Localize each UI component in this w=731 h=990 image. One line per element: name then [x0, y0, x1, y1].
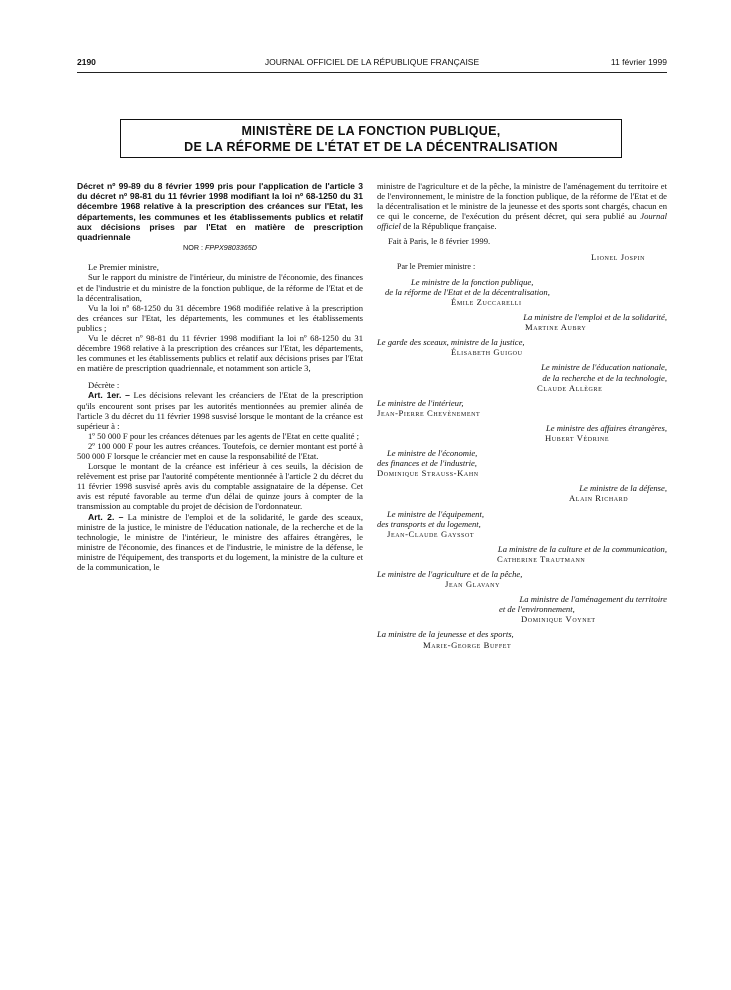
fait-a-paris: Fait à Paris, le 8 février 1999. — [388, 236, 491, 247]
page-header — [77, 57, 667, 69]
article-2-continuation: ministre de l'agriculture et de la pêche, la ministre de l'aménagement du territoire et de l'environnement, le ministre de la fonction publique, de la réforme de l'Etat et de la décentralisation et le ministre de la jeunesse et des sports sont chargés, chacun en ce qui le concerne, de l'exécution du présent décret, qui sera publié au Journal officiel de la République française. — [377, 181, 667, 232]
signatory-title: des transports et du logement, — [377, 518, 481, 529]
nor-label: NOR : — [183, 243, 203, 253]
par-le-premier-ministre: Par le Premier ministre : — [397, 261, 476, 271]
left-column — [77, 181, 363, 572]
signatory-name: Claude Allègre — [537, 382, 603, 393]
ministry-heading-line-2: DE LA RÉFORME DE L'ÉTAT ET DE LA DÉCENTRALISATION — [184, 140, 558, 154]
signatory-name: Émile Zuccarelli — [451, 296, 522, 307]
signature-premier-ministre: Lionel Jospin — [591, 251, 645, 262]
article-1-item-2: 2º 100 000 F pour les autres créances. Toutefois, ce dernier montant est porté à 500 000 F lorsque le créancier met en cause la responsabilité de l'Etat. — [77, 440, 363, 461]
signatory-name: Jean-Claude Gayssot — [387, 528, 475, 539]
signatory-name: Élisabeth Guigou — [451, 347, 523, 358]
signatory-name: Alain Richard — [569, 493, 629, 504]
signatory-title: Le ministre de l'intérieur, — [377, 397, 464, 408]
nor-value: FPPX9803365D — [205, 243, 257, 253]
decrete-heading: Décrète : — [88, 380, 120, 391]
article-1-item-1: 1º 50 000 F pour les créances détenues par les agents de l'Etat en cette qualité ; — [88, 430, 360, 441]
paragraph-sur-le-rapport: Sur le rapport du ministre de l'intérieur, du ministre de l'économie, des finances et de l'industrie et du ministre de la fonction publique, de la réforme de l'Etat et de la décentralisation, — [77, 272, 363, 303]
issue-date: 11 février 1999 — [610, 57, 667, 67]
ministry-heading-line-1: MINISTÈRE DE LA FONCTION PUBLIQUE, — [241, 124, 501, 138]
signatory-name: Hubert Védrine — [545, 432, 610, 443]
paragraph-vu-decret: Vu le décret nº 98-81 du 11 février 1998 modifiant la loi nº 68-1250 du 31 décembre 1968 relative à la prescription des créances sur l'Etat, les départements, les communes et les établissements publics et relatif aux décisions prises par l'Etat en matière de prescription quadriennale, et notamment son article 3, — [77, 332, 363, 374]
journal-title: JOURNAL OFFICIEL DE LA RÉPUBLIQUE FRANÇAISE — [264, 57, 480, 67]
signatory-name: Dominique Voynet — [521, 614, 596, 625]
right-column — [377, 181, 667, 650]
signatory-title: et de l'environnement, — [499, 604, 575, 615]
journal-officiel-mention: Journal officiel — [377, 211, 667, 232]
paragraph-premier-ministre: Le Premier ministre, — [88, 262, 159, 273]
signatory-name: Martine Aubry — [525, 322, 587, 333]
article-2 — [77, 512, 363, 573]
article-1-label: Art. 1er. – — [88, 390, 130, 401]
signatory-title: Le ministre de l'équipement, — [387, 508, 484, 519]
paragraph-vu-loi: Vu la loi nº 68-1250 du 31 décembre 1968 modifiée relative à la prescription des créances sur l'Etat, les départements, les communes et les établissements publics ; — [77, 302, 363, 333]
article-1-text: Les décisions relevant les créanciers de l'Etat de la prescription qu'ils encourent sont prises par les autorités mentionnées au premier alinéa de l'article 3 du décret du 11 février 1998 susvisé lorsque le montant de la créance est supérieur à : — [77, 390, 363, 431]
decree-title: Décret nº 99-89 du 8 février 1999 pris pour l'application de l'article 3 du décret nº 98-81 du 11 février 1998 modifiant la loi nº 68-1250 du 31 décembre 1968 relative à la prescription des créances sur l'Etat, les départements, les communes et les établissements publics et relatif aux décisions prises par l'Etat en matière de prescription quadriennale — [77, 181, 363, 243]
header-rule — [77, 72, 667, 73]
signatory-title: Le ministre de l'éducation nationale, — [541, 362, 667, 373]
signatory-name: Catherine Trautmann — [497, 553, 586, 564]
signatory-title: Le ministre de l'économie, — [387, 448, 478, 459]
signatory-title: des finances et de l'industrie, — [377, 458, 477, 469]
signatory-name: Marie-George Buffet — [423, 639, 512, 650]
signatory-title: Le ministre de la défense, — [579, 483, 667, 494]
signatory-title: La ministre de la culture et de la communication, — [497, 543, 667, 554]
signatory-title: La ministre de la jeunesse et des sports, — [377, 629, 514, 640]
signatory-title: La ministre de l'emploi et de la solidarité, — [523, 312, 667, 323]
signatory-title: Le ministre de l'agriculture et de la pêche, — [377, 569, 523, 579]
article-2-text: La ministre de l'emploi et de la solidarité, le garde des sceaux, ministre de la justice, le ministre de l'éducation nationale, de la recherche et de la technologie, le ministre de l'intérieur, le ministre des affaires étrangères, le ministre de l'économie, des finances et de l'industrie, le ministre de la défense, le ministre de l'équipement, des transports et du logement, la ministre de la culture et de la communication, le — [77, 511, 363, 573]
signatory-title: La ministre de l'aménagement du territoire — [519, 594, 667, 605]
signatory-title: Le ministre des affaires étrangères, — [545, 422, 667, 433]
article-1-paragraph-2: Lorsque le montant de la créance est inférieur à ces seuils, la décision de relèvement est prise par l'autorité compétente mentionnée à l'article 2 du décret du 11 février 1998 susvisé après avis du comptable assignataire de la dépense. Cet avis est réputé favorable au terme d'un délai de quinze jours à compter de la transmission au comptable du projet de décision de l'ordonnateur. — [77, 461, 363, 512]
ministry-heading-box — [120, 119, 622, 158]
article-2-label: Art. 2. – — [88, 511, 124, 522]
signatory-title: de la réforme de l'Etat et de la décentralisation, — [385, 286, 550, 297]
article-1 — [77, 390, 363, 430]
signatory-title: de la recherche et de la technologie, — [542, 372, 667, 383]
signatory-name: Jean-Pierre Chevènement — [377, 407, 481, 418]
signatory-title: Le garde des sceaux, ministre de la justice, — [377, 337, 525, 348]
signatory-name: Dominique Strauss-Kahn — [377, 468, 479, 479]
page-number: 2190 — [77, 57, 96, 67]
nor-reference — [77, 243, 363, 253]
signatory-title: Le ministre de la fonction publique, — [411, 276, 534, 287]
signatory-name: Jean Glavany — [445, 579, 501, 590]
